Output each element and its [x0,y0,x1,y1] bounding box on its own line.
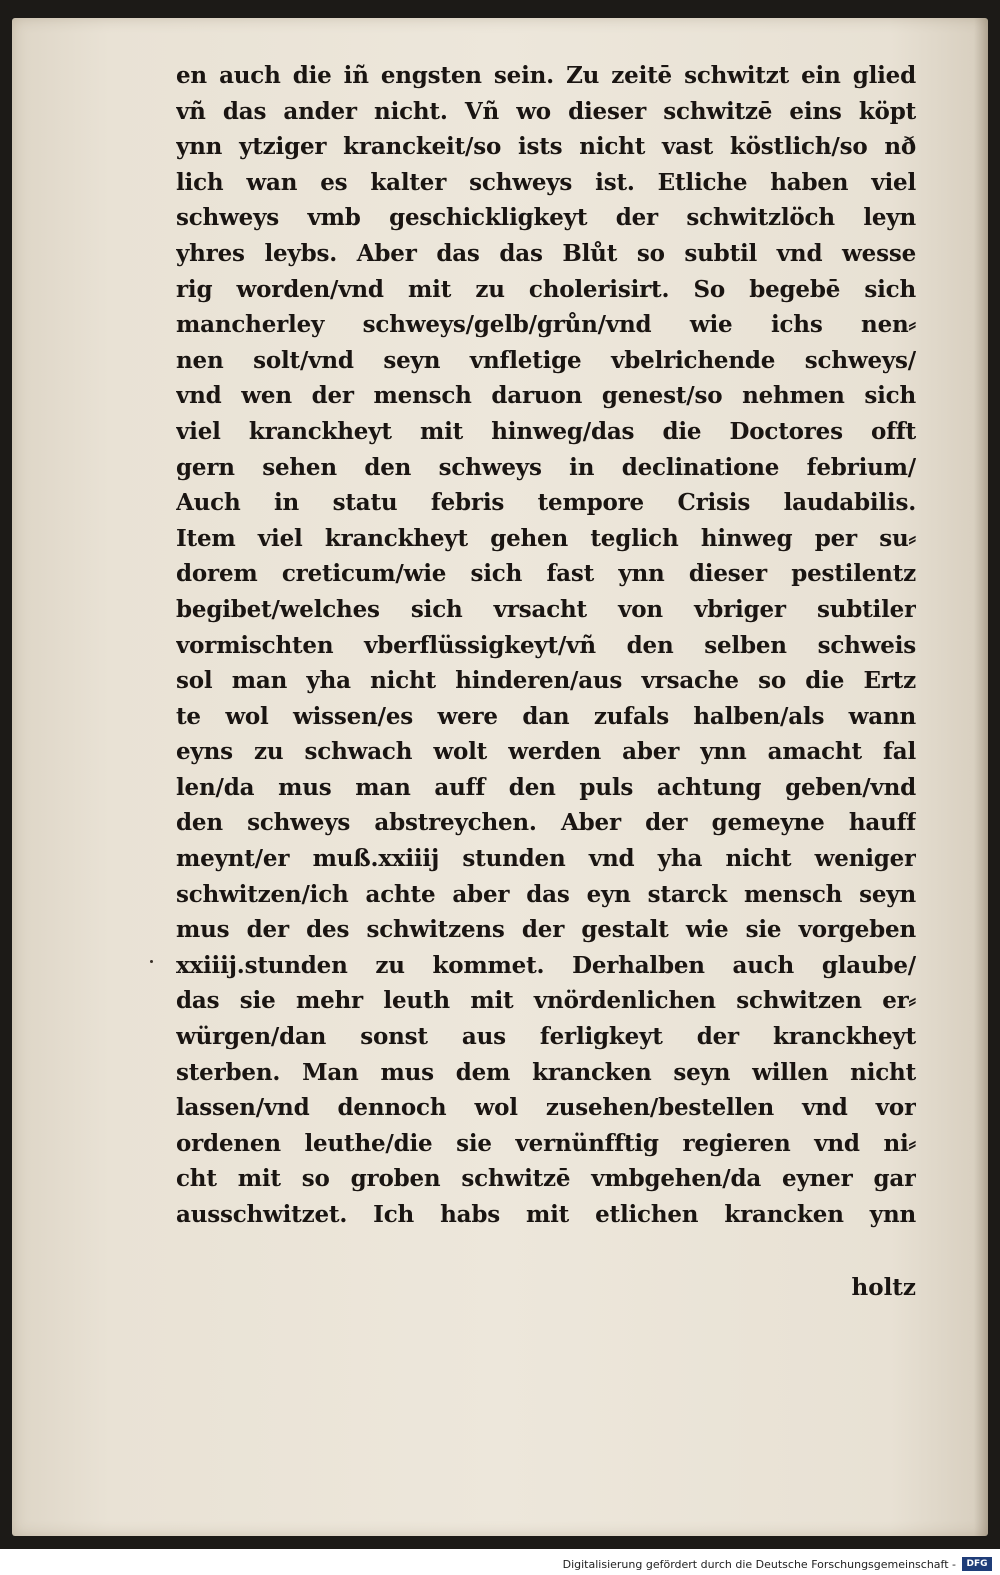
text-line: mus der des schwitzens der gestalt wie sie vorgeben [176,916,916,944]
text-line: viel kranckheyt mit hinweg/das die Doctores offt [176,417,916,445]
text-line: lassen/vnd dennoch wol zusehen/bestellen vnd vor [176,1094,916,1122]
text-line: xxiiij.stunden zu kommet. Derhalben auch glaube/ [176,951,916,979]
funding-credit: Digitalisierung gefördert durch die Deutsche Forschungsgemeinschaft - [562,1558,956,1571]
catchword: holtz [851,1274,916,1301]
text-line: ynn ytziger kranckeit/so ists nicht vast köstlich/so nð [176,133,916,161]
text-line: en auch die iñ engsten sein. Zu zeitē schwitzt ein glied [176,62,916,89]
page-edge-shadow [974,18,988,1536]
text-line: yhres leybs. Aber das das Blůt so subtil vnd wesse [176,239,916,267]
text-line: len/da mus man auff den puls achtung geben/vnd [176,773,916,801]
text-line: dorem creticum/wie sich fast ynn dieser pestilentz [176,560,916,588]
text-line: sol man yha nicht hinderen/aus vrsache so die Ertz [176,667,916,695]
text-line: Auch in statu febris tempore Crisis laudabilis. [176,489,916,517]
text-line: ausschwitzet. Ich habs mit etlichen krancken ynn [176,1201,916,1228]
dfg-logo-icon: DFG [962,1557,992,1571]
text-line: lich wan es kalter schweys ist. Etliche haben viel [176,168,916,196]
text-line: vñ das ander nicht. Vñ wo dieser schwitzē eins köpt [176,97,916,125]
text-line: te wol wissen/es were dan zufals halben/als wann [176,702,916,730]
text-line: nen solt/vnd seyn vnfletige vbelrichende schweys/ [176,346,916,374]
footer-bar [0,1549,1000,1575]
text-line: schwitzen/ich achte aber das eyn starck mensch seyn [176,880,916,908]
text-line: meynt/er muß.xxiiij stunden vnd yha nicht weniger [176,845,916,873]
text-line: gern sehen den schweys in declinatione febrium/ [176,453,916,481]
text-line: vnd wen der mensch daruon genest/so nehmen sich [176,382,916,410]
text-line: cht mit so groben schwitzē vmbgehen/da eyner gar [176,1165,916,1193]
text-line: den schweys abstreychen. Aber der gemeyne hauff [176,809,916,837]
text-line: sterben. Man mus dem krancken seyn willen nicht [176,1058,916,1086]
text-line: mancherley schweys/gelb/grůn/vnd wie ichs nen⸗ [176,311,916,339]
text-line: Item viel kranckheyt gehen teglich hinweg per su⸗ [176,524,916,552]
text-line: rig worden/vnd mit zu cholerisirt. So begebē sich [176,275,916,303]
text-line: würgen/dan sonst aus ferligkeyt der kranckheyt [176,1023,916,1051]
text-line: eyns zu schwach wolt werden aber ynn amacht fal [176,738,916,766]
text-line: das sie mehr leuth mit vnördenlichen schwitzen er⸗ [176,987,916,1015]
text-line: schweys vmb geschickligkeyt der schwitzlöch leyn [176,204,916,232]
ink-speck [150,960,153,963]
text-line: ordenen leuthe/die sie vernünfftig regieren vnd ni⸗ [176,1129,916,1157]
text-block [176,58,916,1233]
text-line: vormischten vberflüssigkeyt/vñ den selben schweis [176,631,916,659]
text-line: begibet/welches sich vrsacht von vbriger subtiler [176,595,916,623]
